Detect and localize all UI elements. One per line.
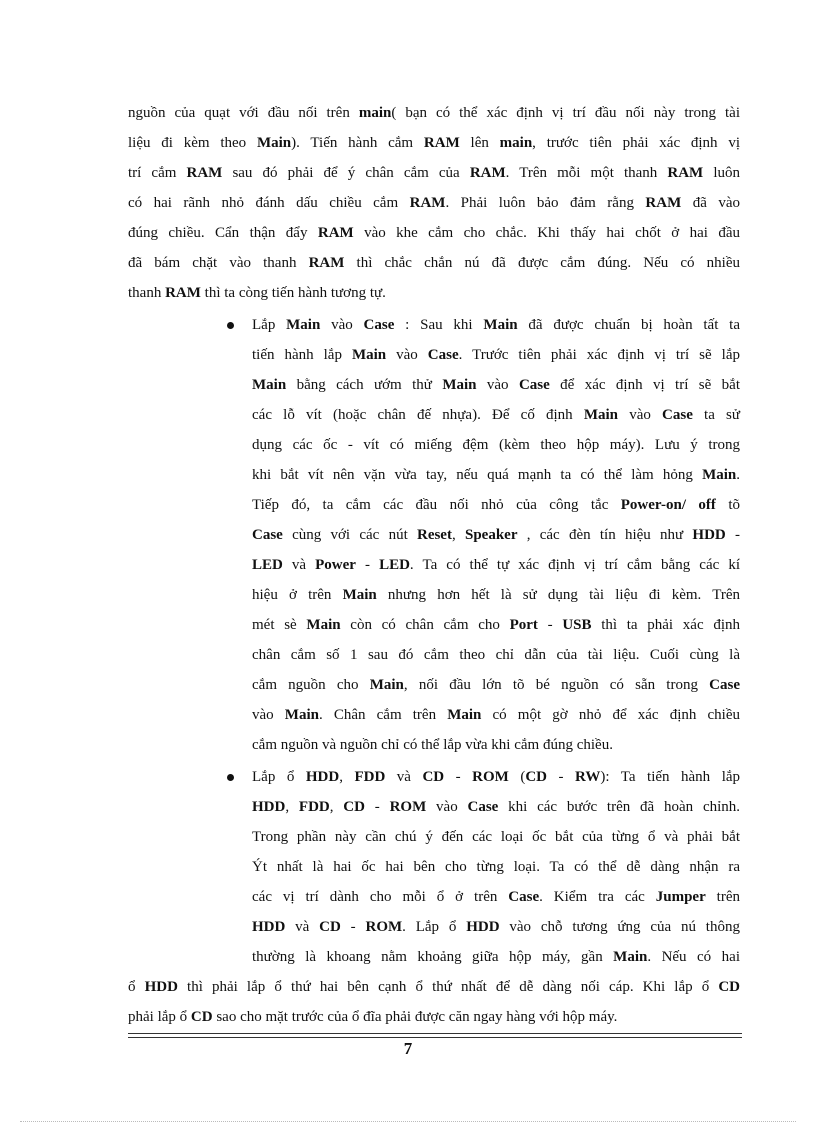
text-line: Lắp Main vào Case : Sau khi Main đã được chuẩn bị hoàn tất ta (252, 317, 740, 333)
text-line: các lỗ vít (hoặc chân đế nhựa). Để cố định Main vào Case ta sử (252, 407, 740, 423)
text-line: vào Main. Chân cắm trên Main có một gờ nhỏ để xác định chiều (252, 707, 740, 723)
text-line: thường là khoang nằm khoảng giữa hộp máy, gần Main. Nếu có hai (252, 949, 740, 965)
text-line: Trong phần này cần chú ý đến các loại ốc bắt của từng ổ và phải bắt (252, 829, 740, 845)
footer-rule-top (128, 1033, 742, 1034)
text-line: HDD và CD - ROM. Lắp ổ HDD vào chỗ tương ứng của nú thông (252, 919, 740, 935)
text-line: liệu đi kèm theo Main). Tiến hành cắm RAM lên main, trước tiên phải xác định vị (128, 135, 741, 151)
bullet-item-install-main (252, 310, 740, 760)
text-line: có hai rãnh nhỏ đánh dấu chiều cắm RAM. Phải luôn bảo đảm rằng RAM đã vào (128, 195, 740, 211)
text-line: HDD, FDD, CD - ROM vào Case khi các bước trên đã hoàn chỉnh. (252, 799, 741, 815)
text-line: chân cắm số 1 sau đó cắm theo chỉ dẫn của tài liệu. Cuối cùng là (252, 647, 740, 663)
text-line: Ýt nhất là hai ốc hai bên cho từng loại. Ta có thể dễ dàng nhận ra (252, 859, 740, 875)
text-line: Case cùng với các nút Reset, Speaker , các đèn tín hiệu như HDD - (252, 527, 741, 543)
page-edge-dotted-line (20, 1121, 796, 1122)
text-line: Tiếp đó, ta cắm các đầu nối nhỏ của công tắc Power-on/ off tõ (252, 497, 741, 513)
bullet-dot-icon (227, 774, 234, 781)
text-line: hiệu ở trên Main nhưng hơn hết là sử dụng tài liệu đi kèm. Trên (252, 587, 740, 603)
text-line: các vị trí dành cho mỗi ổ ở trên Case. Kiểm tra các Jumper trên (252, 889, 741, 905)
page-number: 7 (403, 1039, 413, 1058)
text-line: Main bằng cách ướm thử Main vào Case để xác định vị trí sẽ bắt (252, 377, 740, 393)
text-line: đã bám chặt vào thanh RAM thì chắc chắn nú đã được cắm đúng. Nếu có nhiều (128, 255, 740, 271)
text-line: phải lắp ổ CD sao cho mặt trước của ổ đĩa phải được căn ngay hàng với hộp máy. (128, 1009, 618, 1025)
text-line: thanh RAM thì ta còng tiến hành tương tự. (128, 285, 386, 301)
text-line: dụng các ốc - vít có miếng đệm (kèm theo hộp máy). Lưu ý trong (252, 437, 740, 453)
text-line: Lắp ổ HDD, FDD và CD - ROM (CD - RW): Ta tiến hành lắp (252, 769, 741, 785)
paragraph-tail (128, 972, 740, 1032)
text-line: trí cắm RAM sau đó phải để ý chân cắm của RAM. Trên mỗi một thanh RAM luôn (128, 165, 740, 181)
bullet-dot-icon (227, 322, 234, 329)
text-line: LED và Power - LED. Ta có thể tự xác định vị trí cắm bằng các kí (252, 557, 740, 573)
text-line: khi bắt vít nên vặn vừa tay, nếu quá mạnh ta có thể làm hỏng Main. (252, 467, 740, 483)
text-line: đúng chiều. Cẩn thận đẩy RAM vào khe cắm cho chắc. Khi thấy hai chốt ở hai đầu (128, 225, 740, 241)
text-line: mét sè Main còn có chân cắm cho Port - USB thì ta phải xác định (252, 617, 740, 633)
text-line: ổ HDD thì phải lắp ổ thứ hai bên cạnh ổ thứ nhất để dễ dàng nối cáp. Khi lắp ổ CD (128, 979, 740, 995)
text-line: nguồn của quạt với đầu nối trên main( bạn có thể xác định vị trí đầu nối này trong tài (128, 105, 740, 121)
text-line: cắm nguồn cho Main, nối đầu lớn tõ bé nguồn có sẵn trong Case (252, 677, 740, 693)
text-line: cắm nguồn và nguồn chỉ có thể lắp vừa khi cắm đúng chiều. (252, 737, 613, 753)
text-line: tiến hành lắp Main vào Case. Trước tiên phải xác định vị trí sẽ lắp (252, 347, 740, 363)
bullet-item-install-drives (252, 762, 740, 972)
paragraph-intro (128, 98, 740, 308)
